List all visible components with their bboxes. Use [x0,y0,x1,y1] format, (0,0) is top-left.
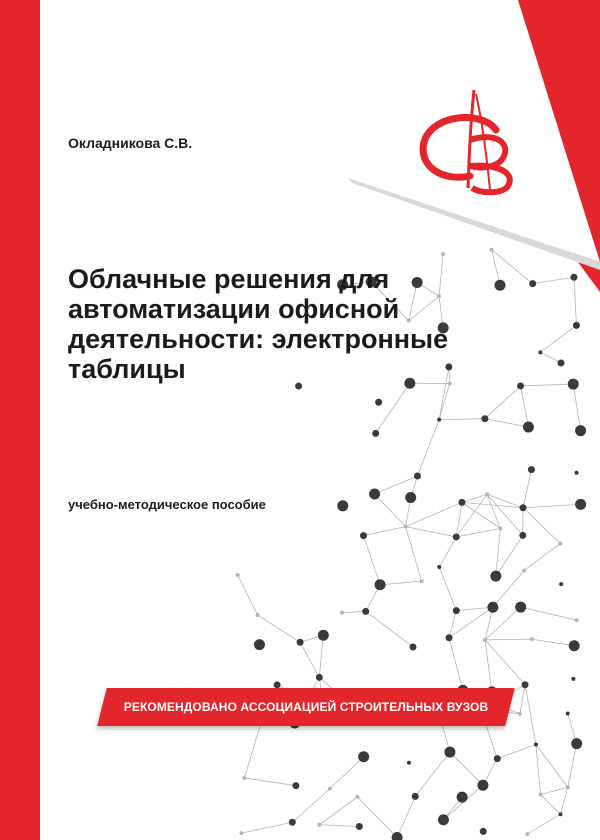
network-link [527,814,560,834]
network-link [521,607,577,620]
network-node [412,793,419,800]
network-link [292,789,330,823]
network-link [496,535,523,576]
network-node [487,602,498,613]
network-node [566,785,570,789]
network-node [289,819,296,826]
network-link [241,822,292,833]
book-title: Облачные решения для автоматизации офисной деятельности: электронные таблицы [68,264,449,384]
network-node [358,751,369,762]
network-node [481,415,488,422]
network-link [342,611,366,612]
network-link [536,744,541,794]
network-node [575,618,579,622]
network-link [375,476,418,494]
network-link [496,529,501,577]
network-node [571,677,575,681]
network-node [522,681,529,688]
network-node [362,608,369,615]
network-link [533,277,574,283]
network-node [414,472,421,479]
network-link [523,508,560,544]
network-link [406,527,457,537]
network-node [340,611,344,615]
network-link [456,607,493,610]
network-node [236,573,240,577]
network-node [409,643,416,650]
network-node [239,831,243,835]
network-link [364,527,406,536]
network-link [485,640,492,692]
network-link [300,642,319,677]
network-node [441,252,445,256]
network-link [525,685,536,745]
network-node [375,399,382,406]
network-link [521,386,529,427]
network-node [437,565,441,569]
book-subtitle: учебно-методическое пособие [68,497,266,512]
network-link [462,502,523,507]
network-link [540,325,576,352]
network-node [372,430,379,437]
network-node [328,787,332,791]
recommendation-banner-text: РЕКОМЕНДОВАНО АССОЦИАЦИЕЙ СТРОИТЕЛЬНЫХ ВУЗОВ [123,700,489,714]
network-link [487,494,523,535]
network-node [538,350,542,354]
network-link [319,635,323,677]
network-link [532,639,574,646]
network-link [541,795,561,815]
network-node [519,532,526,539]
network-node [317,823,321,827]
network-link [357,797,397,838]
network-node [494,755,501,762]
network-node [453,533,460,540]
network-node [539,793,543,797]
network-link [541,787,568,794]
network-node [480,828,487,835]
network-node [573,322,580,329]
network-link [366,611,413,647]
network-node [458,499,465,506]
network-link [439,537,456,567]
network-node [490,248,494,252]
asv-monogram-icon [412,80,532,200]
network-node [518,712,522,716]
network-node [292,782,299,789]
network-link [485,640,525,685]
network-node [490,571,501,582]
network-node [242,776,246,780]
network-node [446,634,453,641]
network-link [244,778,295,786]
network-node [558,812,562,816]
author-name: Окладникова С.В. [68,135,193,151]
network-link [319,797,357,825]
network-link [244,720,261,778]
network-link [485,639,532,640]
network-link [415,752,450,796]
network-node [569,640,580,651]
network-node [453,607,460,614]
network-link [450,752,483,785]
network-node [522,568,526,572]
network-node [356,823,363,830]
network-link [520,685,525,714]
network-link [523,504,581,507]
network-link [238,575,258,615]
network-link [417,420,439,476]
network-link [485,386,521,419]
network-link [380,581,422,584]
network-node [483,638,487,642]
network-node [525,832,529,836]
network-node [559,582,563,586]
network-link [573,384,580,431]
network-link [574,277,576,325]
network-node [407,761,411,765]
network-node [528,466,535,473]
network-link [376,383,410,433]
network-node [256,613,260,617]
network-link [397,796,415,837]
network-node [254,639,265,650]
network-link [560,787,567,814]
network-link [439,567,456,611]
network-node [498,527,502,531]
network-node [515,602,526,613]
network-node [444,747,455,758]
network-node [520,504,527,511]
network-node [575,425,586,436]
network-node [316,674,323,681]
network-node [558,541,562,545]
network-link [456,502,462,537]
network-link [406,527,422,582]
network-link [439,419,485,420]
network-node [485,492,489,496]
network-node [566,711,570,715]
network-link [485,419,529,427]
network-node [360,532,367,539]
network-link [462,494,487,502]
network-node [457,792,468,803]
network-link [487,494,500,528]
network-node [369,489,380,500]
network-node [575,499,586,510]
network-link [456,529,500,537]
network-link [521,384,574,386]
network-link [497,744,536,758]
network-link [406,502,462,526]
network-node [405,492,416,503]
network-node [571,738,582,749]
network-node [558,359,565,366]
network-node [568,379,579,390]
network-link [319,825,359,827]
network-node [297,639,304,646]
network-node [355,795,359,799]
network-node [404,525,408,529]
network-node [437,418,441,422]
network-node [534,742,538,746]
network-node [530,637,534,641]
network-node [477,780,488,791]
network-node [438,814,449,825]
network-link [523,470,531,508]
network-link [536,744,568,787]
network-node [420,579,424,583]
network-link [449,638,463,691]
network-node [318,630,329,641]
network-node [570,274,577,281]
network-node [575,471,579,475]
network-node [337,500,348,511]
network-link [330,757,364,789]
network-link [258,615,301,642]
network-link [568,744,577,788]
network-node [523,422,534,433]
network-link [524,543,560,570]
network-node [529,280,536,287]
network-link [462,502,500,528]
network-node [375,579,386,590]
network-link [364,536,381,585]
network-link [375,494,406,527]
